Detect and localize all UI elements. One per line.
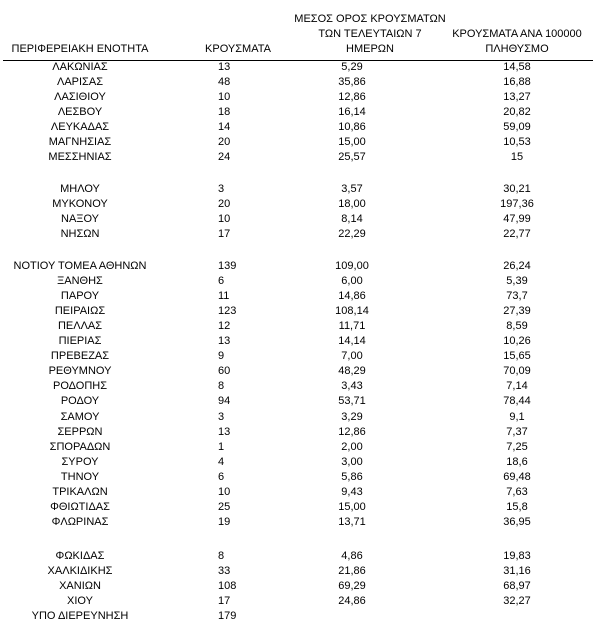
table-row (0, 227, 598, 242)
region-cell: ΠΕΛΛΑΣ (57, 320, 103, 333)
region-cell: ΠΙΕΡΙΑΣ (58, 335, 102, 348)
per100k-cell: 70,09 (503, 365, 531, 378)
region-cell: ΣΕΡΡΩΝ (57, 425, 103, 438)
table-row (0, 212, 598, 227)
cases-cell: 4 (218, 455, 225, 468)
region-cell: ΦΛΩΡΙΝΑΣ (51, 515, 109, 528)
region-cell: ΥΠΟ ΔΙΕΡΕΥΝΗΣΗ (31, 610, 129, 622)
avg-7day-cell: 12,86 (338, 91, 366, 103)
cases-cell: 33 (218, 565, 231, 577)
region-cell: ΛΑΚΩΝΙΑΣ (52, 61, 108, 73)
region-cell: ΧΑΛΚΙΔΙΚΗΣ (47, 565, 113, 577)
cases-cell: 3 (218, 410, 225, 423)
per100k-cell: 5,39 (506, 275, 528, 288)
avg-7day-cell: 3,57 (341, 183, 363, 195)
region-cell: ΜΗΛΟΥ (60, 183, 100, 195)
region-cell: ΧΙΟΥ (67, 595, 93, 607)
avg-7day-cell: 7,00 (341, 350, 363, 363)
header-avg-line1: ΜΕΣΟΣ ΟΡΟΣ ΚΡΟΥΣΜΑΤΩΝ (294, 13, 446, 25)
cases-cell: 13 (218, 61, 231, 73)
cases-cell: 6 (218, 275, 225, 288)
cases-cell: 20 (218, 198, 231, 210)
avg-7day-cell: 12,86 (338, 425, 366, 438)
cases-cell: 6 (218, 470, 225, 483)
table-row (0, 349, 598, 364)
avg-7day-cell: 18,00 (338, 198, 366, 210)
avg-7day-cell: 3,43 (341, 380, 363, 393)
region-cell: ΠΑΡΟΥ (60, 290, 100, 303)
cases-cell: 20 (218, 136, 231, 148)
table-row (0, 259, 598, 274)
cases-cell: 8 (218, 380, 225, 393)
cases-cell: 139 (218, 260, 237, 272)
cases-cell: 60 (218, 365, 231, 378)
per100k-cell: 7,14 (506, 380, 528, 393)
avg-7day-cell: 35,86 (338, 76, 366, 88)
table-row (0, 120, 598, 135)
region-cell: ΧΑΝΙΩΝ (59, 580, 101, 592)
avg-7day-cell: 69,29 (338, 580, 366, 592)
avg-7day-cell: 25,57 (338, 151, 366, 163)
per100k-cell: 68,97 (503, 580, 531, 592)
cases-cell: 10 (218, 213, 231, 225)
per100k-cell: 36,95 (503, 515, 531, 528)
table-row (0, 549, 598, 564)
table-row (0, 334, 598, 349)
per100k-cell: 15,8 (506, 500, 528, 513)
table-row (0, 319, 598, 334)
avg-7day-cell: 16,14 (338, 106, 366, 118)
per100k-cell: 27,39 (503, 305, 531, 318)
per100k-cell: 16,88 (503, 76, 531, 88)
avg-7day-cell: 4,86 (341, 550, 363, 562)
region-cell: ΡΟΔΟΥ (60, 395, 100, 408)
table-row (0, 135, 598, 150)
per100k-cell: 20,82 (503, 106, 531, 118)
header-cases: ΚΡΟΥΣΜΑΤΑ (205, 43, 271, 55)
per100k-cell: 7,25 (506, 440, 528, 453)
table-row (0, 197, 598, 212)
avg-7day-cell: 22,29 (338, 228, 366, 240)
table-row (0, 379, 598, 394)
region-cell: ΦΩΚΙΔΑΣ (55, 550, 105, 562)
region-cell: ΣΑΜΟΥ (60, 410, 100, 423)
region-cell: ΣΠΟΡΑΔΩΝ (49, 440, 111, 453)
per100k-cell: 31,16 (503, 565, 531, 577)
cases-cell: 11 (218, 290, 230, 303)
table-row (0, 304, 598, 319)
table-row (0, 485, 598, 500)
cases-cell: 48 (218, 76, 231, 88)
cases-cell: 24 (218, 151, 231, 163)
cases-cell: 179 (218, 610, 237, 622)
per100k-cell: 15 (510, 151, 524, 163)
per100k-cell: 47,99 (503, 213, 531, 225)
cases-cell: 18 (218, 106, 231, 118)
avg-7day-cell: 5,29 (341, 61, 363, 73)
region-cell: ΝΑΞΟΥ (61, 213, 99, 225)
region-cell: ΛΑΡΙΣΑΣ (56, 76, 103, 88)
cases-cell: 10 (218, 91, 231, 103)
cases-cell: 17 (218, 228, 231, 240)
avg-7day-cell: 10,86 (338, 121, 366, 133)
avg-7day-cell: 2,00 (341, 440, 363, 453)
table-row (0, 470, 598, 485)
per100k-cell: 15,65 (503, 350, 531, 363)
avg-7day-cell: 15,00 (338, 500, 366, 513)
region-cell: ΦΘΙΩΤΙΔΑΣ (50, 500, 110, 513)
per100k-cell: 32,27 (503, 595, 531, 607)
cases-cell: 19 (218, 515, 231, 528)
region-cell: ΤΗΝΟΥ (60, 470, 100, 483)
per100k-cell: 7,63 (506, 485, 528, 498)
avg-7day-cell: 5,86 (341, 470, 363, 483)
avg-7day-cell: 6,00 (341, 275, 363, 288)
avg-7day-cell: 13,71 (338, 515, 366, 528)
avg-7day-cell: 14,14 (338, 335, 366, 348)
per100k-cell: 22,77 (503, 228, 531, 240)
header-per100k-line2: ΠΛΗΘΥΣΜΟ (485, 43, 549, 55)
table-row (0, 440, 598, 455)
table-row (0, 150, 598, 165)
region-cell: ΝΟΤΙΟΥ ΤΟΜΕΑ ΑΘΗΝΩΝ (13, 260, 147, 272)
cases-cell: 94 (218, 395, 231, 408)
per100k-cell: 69,48 (503, 470, 531, 483)
cases-cell: 17 (218, 595, 231, 607)
region-cell: ΜΑΓΝΗΣΙΑΣ (48, 136, 112, 148)
cases-cell: 13 (218, 425, 231, 438)
avg-7day-cell: 3,29 (341, 410, 363, 423)
per100k-cell: 78,44 (503, 395, 531, 408)
table-row (0, 364, 598, 379)
per100k-cell: 14,58 (503, 61, 531, 73)
region-cell: ΣΥΡΟΥ (61, 455, 99, 468)
avg-7day-cell: 21,86 (338, 565, 366, 577)
table-row (0, 594, 598, 609)
avg-7day-cell: 53,71 (338, 395, 366, 408)
header-avg-line3: ΗΜΕΡΩΝ (346, 43, 394, 55)
table-row (0, 410, 598, 425)
per100k-cell: 197,36 (500, 198, 534, 210)
cases-cell: 13 (218, 335, 231, 348)
region-cell: ΠΡΕΒΕΖΑΣ (50, 350, 110, 363)
header-per100k-line1: ΚΡΟΥΣΜΑΤΑ ΑΝΑ 100000 (452, 28, 582, 40)
region-cell: ΠΕΙΡΑΙΩΣ (54, 305, 106, 318)
region-cell: ΛΑΣΙΘΙΟΥ (54, 91, 106, 103)
avg-7day-cell: 9,43 (341, 485, 363, 498)
per100k-cell: 10,26 (503, 335, 531, 348)
table-row (0, 75, 598, 90)
cases-cell: 1 (218, 440, 225, 453)
cases-cell: 9 (218, 350, 225, 363)
region-cell: ΞΑΝΘΗΣ (57, 275, 103, 288)
table-row (0, 60, 598, 75)
cases-cell: 10 (218, 485, 231, 498)
per100k-cell: 59,09 (503, 121, 531, 133)
table-row (0, 274, 598, 289)
cases-cell: 3 (218, 183, 225, 195)
table-row (0, 515, 598, 530)
region-cell: ΜΕΣΣΗΝΙΑΣ (48, 151, 112, 163)
table-row (0, 579, 598, 594)
cases-cell: 123 (218, 305, 237, 318)
region-cell: ΡΟΔΟΠΗΣ (52, 380, 108, 393)
table-row (0, 105, 598, 120)
avg-7day-cell: 14,86 (338, 290, 366, 303)
avg-7day-cell: 11,71 (338, 320, 366, 333)
per100k-cell: 13,27 (503, 91, 531, 103)
region-cell: ΤΡΙΚΑΛΩΝ (52, 485, 108, 498)
table-row (0, 564, 598, 579)
avg-7day-cell: 24,86 (338, 595, 366, 607)
table-row (0, 289, 598, 304)
per100k-cell: 8,59 (506, 320, 528, 333)
avg-7day-cell: 48,29 (338, 365, 366, 378)
table-row (0, 90, 598, 105)
table-row (0, 500, 598, 515)
table-row (0, 455, 598, 470)
region-cell: ΡΕΘΥΜΝΟΥ (48, 365, 112, 378)
table-row (0, 182, 598, 197)
per100k-cell: 73,7 (506, 290, 528, 303)
table-row (0, 425, 598, 440)
avg-7day-cell: 8,14 (341, 213, 363, 225)
per100k-cell: 7,37 (506, 425, 528, 438)
per100k-cell: 19,83 (503, 550, 531, 562)
per100k-cell: 30,21 (503, 183, 531, 195)
avg-7day-cell: 109,00 (335, 260, 369, 272)
cases-cell: 108 (218, 580, 237, 592)
per100k-cell: 9,1 (509, 410, 525, 423)
cases-cell: 8 (218, 550, 225, 562)
header-region: ΠΕΡΙΦΕΡΕΙΑΚΗ ΕΝΟΤΗΤΑ (11, 43, 149, 55)
header-avg-line2: ΤΩΝ ΤΕΛΕΥΤΑΙΩΝ 7 (318, 28, 422, 40)
cases-cell: 25 (218, 500, 231, 513)
per100k-cell: 26,24 (503, 260, 531, 272)
table-row (0, 394, 598, 409)
cases-cell: 12 (218, 320, 231, 333)
per100k-cell: 10,53 (503, 136, 531, 148)
avg-7day-cell: 108,14 (335, 305, 369, 318)
per100k-cell: 18,6 (506, 455, 528, 468)
region-cell: ΛΕΥΚΑΔΑΣ (50, 121, 110, 133)
avg-7day-cell: 15,00 (338, 136, 366, 148)
cases-cell: 14 (218, 121, 231, 133)
region-cell: ΛΕΣΒΟΥ (57, 106, 103, 118)
avg-7day-cell: 3,00 (341, 455, 363, 468)
table-row (0, 609, 598, 624)
region-cell: ΜΥΚΟΝΟΥ (52, 198, 108, 210)
region-cell: ΝΗΣΩΝ (60, 228, 100, 240)
